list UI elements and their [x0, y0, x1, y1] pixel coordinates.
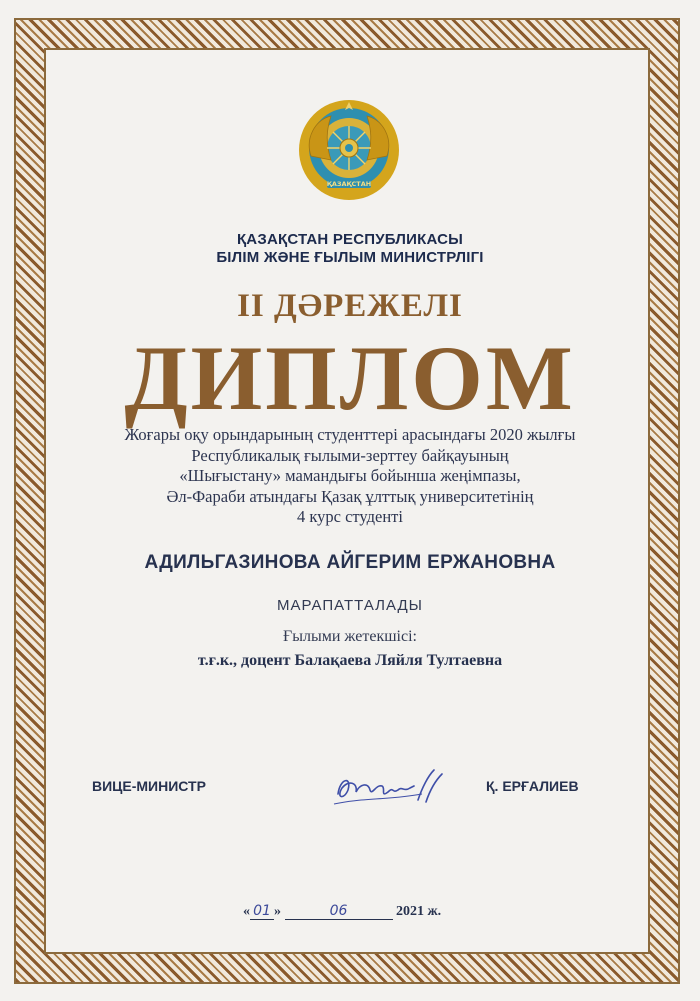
awarded-text: МАРАПАТТАЛАДЫ — [277, 597, 423, 614]
issue-date — [243, 903, 473, 920]
emblem-label: ҚАЗАҚСТАН — [326, 180, 372, 188]
description-line: Республикалық ғылыми-зерттеу байқауының — [191, 445, 509, 465]
description-line: Әл-Фараби атындағы Қазақ ұлттық университетінің — [166, 486, 534, 506]
supervisor-name: т.ғ.к., доцент Балақаева Ляйля Тултаевна — [197, 652, 503, 669]
date-day: 01 — [250, 903, 274, 920]
state-emblem-icon — [297, 98, 401, 202]
description-line: Жоғары оқу орындарының студенттері арасындағы 2020 жылғы — [124, 425, 576, 444]
signatory-position: ВИЦЕ-МИНИСТР — [92, 778, 206, 794]
supervisor-label: Ғылыми жетекшісі: — [283, 628, 417, 645]
date-year: 2021 ж. — [396, 904, 442, 919]
signatory-name: Қ. ЕРҒАЛИЕВ — [486, 778, 579, 794]
date-close-quote: » — [274, 904, 281, 919]
award-description — [0, 425, 700, 528]
signature-icon — [330, 764, 450, 810]
description-line: 4 курс студенті — [297, 507, 403, 526]
recipient-name: АДИЛЬГАЗИНОВА АЙГЕРИМ ЕРЖАНОВНА — [144, 552, 556, 573]
date-open-quote: « — [243, 904, 250, 919]
diploma-title: ДИПЛОМ — [124, 327, 576, 429]
ministry-header — [0, 231, 700, 267]
ministry-line-1: ҚАЗАҚСТАН РЕСПУБЛИКАСЫ — [236, 231, 464, 248]
date-month: 06 — [285, 903, 393, 920]
degree-title: II ДӘРЕЖЕЛІ — [237, 288, 463, 324]
ministry-line-2: БІЛІМ ЖӘНЕ ҒЫЛЫМ МИНИСТРЛІГІ — [216, 249, 484, 266]
description-line: «Шығыстану» мамандығы бойынша жеңімпазы, — [179, 466, 521, 485]
